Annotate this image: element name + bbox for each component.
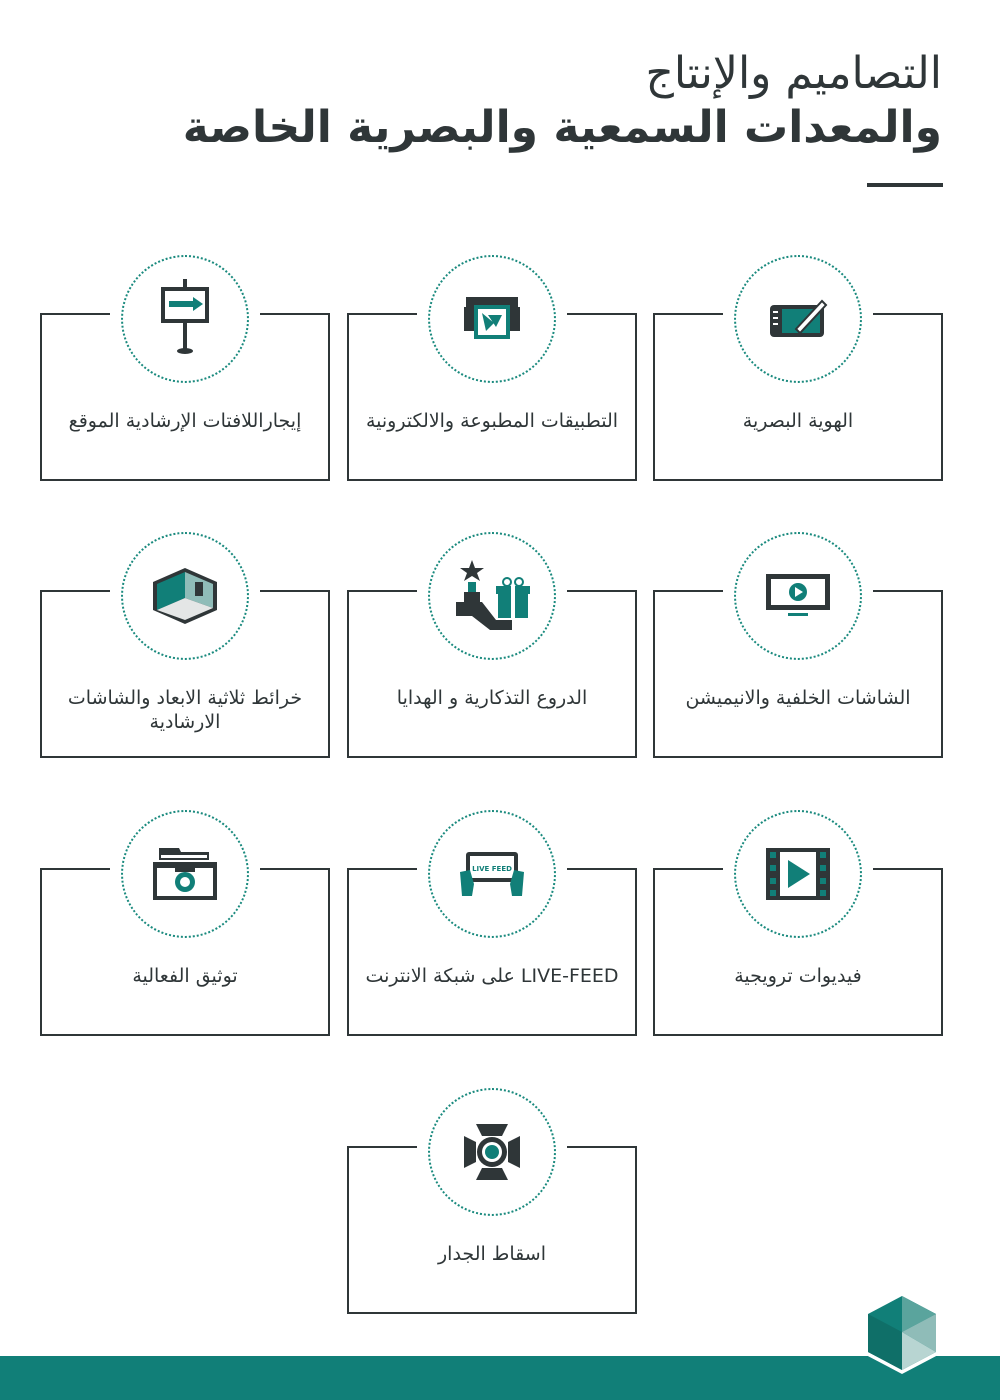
card-label: LIVE-FEED على شبكة الانترنت: [365, 965, 619, 987]
trophy-gift-icon: [454, 558, 530, 634]
service-card-3d-maps: [40, 590, 330, 760]
live-feed-text: LIVE FEED: [472, 865, 512, 873]
screen-play-icon: [764, 572, 832, 620]
service-card-promo-videos: [653, 868, 943, 1038]
live-feed-tablet-icon: [458, 850, 526, 898]
service-card-live-feed: [347, 865, 637, 1038]
service-card-visual-identity: [653, 313, 943, 483]
brand-logo: [862, 1290, 942, 1376]
title-line-2: والمعدات السمعية والبصرية الخاصة: [182, 102, 942, 153]
card-label: فيديوات ترويجية: [734, 965, 862, 987]
card-label: خرائط ثلاثية الابعاد والشاشات الارشادية: [67, 687, 303, 733]
projector-icon: [462, 1122, 522, 1182]
3d-room-icon: [151, 564, 219, 628]
card-label: الشاشات الخلفية والانيميشن: [685, 687, 911, 709]
service-card-event-documentation: [40, 868, 330, 1038]
title-divider: [867, 183, 943, 187]
service-card-trophies-gifts: [347, 590, 637, 760]
service-card-wall-projection: [347, 1146, 637, 1316]
signboard-icon: [157, 279, 213, 359]
card-label: إيجاراللافتات الإرشادية الموقع: [68, 410, 302, 432]
print-icon: [460, 293, 524, 345]
service-card-screens-animation: [653, 590, 943, 760]
service-card-print-apps: [347, 313, 637, 483]
card-label: اسقاط الجدار: [438, 1243, 546, 1265]
card-label: الهوية البصرية: [742, 410, 854, 432]
footer-bar: [0, 1356, 1000, 1400]
card-label: الدروع التذكارية و الهدايا: [396, 687, 588, 709]
camera-folder-icon: [151, 846, 219, 902]
title-line-1: التصاميم والإنتاج: [645, 48, 942, 99]
card-label: توثيق الفعالية: [132, 965, 238, 987]
card-label: التطبيقات المطبوعة والالكترونية: [365, 410, 619, 432]
tablet-pen-icon: [766, 293, 830, 345]
film-icon: [766, 848, 830, 900]
service-card-signage-rental: [40, 313, 330, 483]
